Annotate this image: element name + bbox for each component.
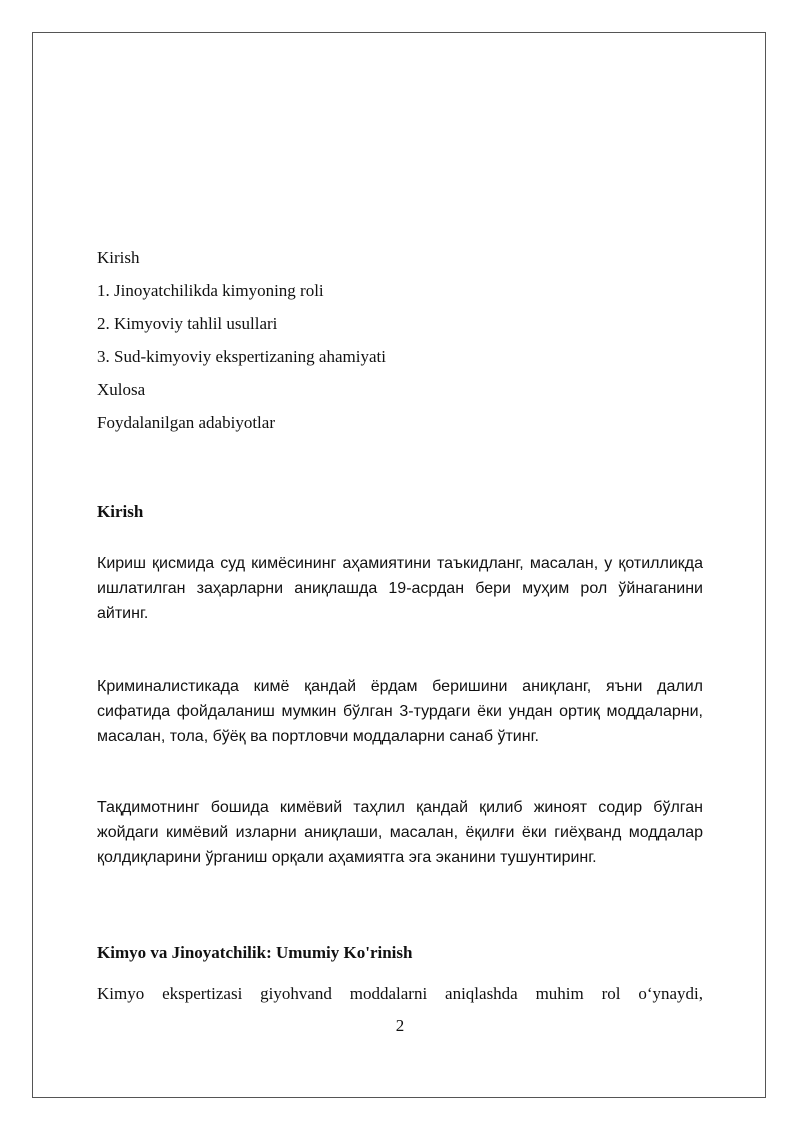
table-of-contents bbox=[97, 241, 703, 439]
intro-paragraph-3: Тақдимотнинг бошида кимёвий таҳлил қандай қилиб жиноят содир бўлган жойдаги кимёвий изларни аниқлаши, масалан, ёқилғи ёки гиёҳванд моддалар қолдиқларини ўрганиш орқали аҳамиятга эга эканини тушунтиринг. bbox=[97, 799, 703, 866]
intro-paragraph-1: Кириш қисмида суд кимёсининг аҳамиятини таъкидланг, масалан, у қотилликда ишлатилган заҳарларни аниқлашда 19-асрдан бери муҳим рол ўйнаганини айтинг. bbox=[97, 555, 703, 622]
section-heading-intro: Kirish bbox=[97, 502, 144, 521]
intro-paragraph-1-block bbox=[97, 551, 703, 626]
overview-paragraph-first-line: Kimyo ekspertizasi giyohvand moddalarni aniqlashda muhim rol oʻynaydi, bbox=[97, 984, 703, 1003]
section-intro bbox=[97, 501, 703, 523]
overview-paragraph-block bbox=[97, 981, 703, 1006]
toc-item-conclusion: Xulosa bbox=[97, 380, 146, 399]
section-overview bbox=[97, 942, 703, 964]
page-number: 2 bbox=[395, 1016, 405, 1035]
toc-item-1: 1. Jinoyatchilikda kimyoning roli bbox=[97, 281, 324, 300]
intro-paragraph-2: Криминалистикада кимё қандай ёрдам беришини аниқланг, яъни далил сифатида фойдаланиш мумкин бўлган 3-турдаги ёки ундан ортиқ моддаларни, масалан, тола, бўёқ ва портловчи моддаларни санаб ўтинг. bbox=[97, 678, 703, 745]
section-heading-overview: Kimyo va Jinoyatchilik: Umumiy Ko'rinish bbox=[97, 943, 413, 962]
intro-paragraph-2-block bbox=[97, 674, 703, 749]
toc-item-references: Foydalanilgan adabiyotlar bbox=[97, 413, 275, 432]
toc-item-2: 2. Kimyoviy tahlil usullari bbox=[97, 314, 278, 333]
intro-paragraph-3-block bbox=[97, 795, 703, 870]
toc-item-intro: Kirish bbox=[97, 248, 140, 267]
toc-item-3: 3. Sud-kimyoviy ekspertizaning ahamiyati bbox=[97, 347, 386, 366]
